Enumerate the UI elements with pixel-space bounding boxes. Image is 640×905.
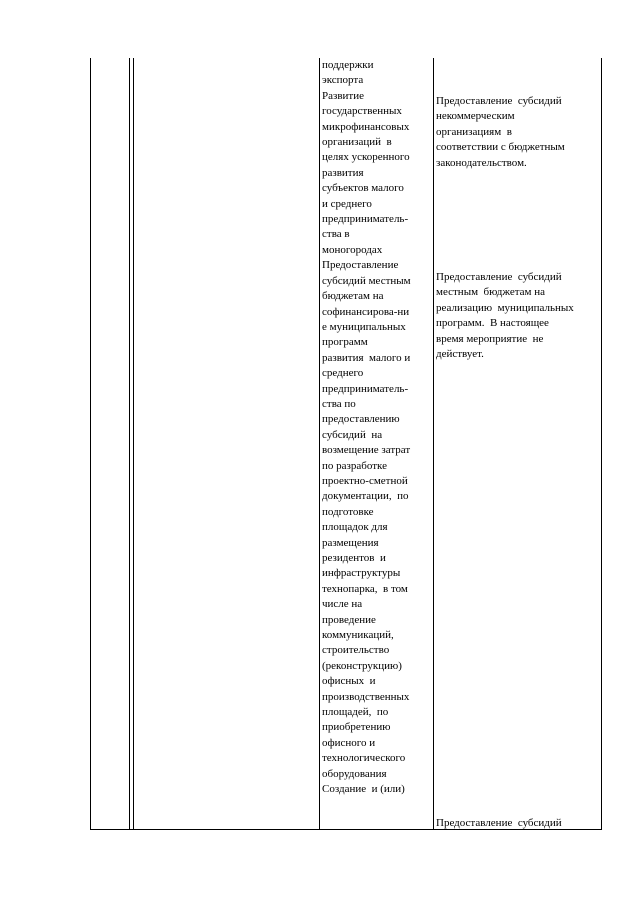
measure-text-line: поддержки xyxy=(322,59,374,71)
measure-text-line: софинансирова-ни xyxy=(322,305,410,318)
description-text-line: организациям в xyxy=(436,125,512,138)
measure-text-line: развития xyxy=(322,166,364,179)
column-divider-3 xyxy=(319,58,320,830)
measure-text-line: экспорта xyxy=(322,74,364,87)
measures-column xyxy=(322,58,411,798)
measure-text-line: предприниматель- xyxy=(322,213,409,226)
description-text-line: местным бюджетам на xyxy=(436,286,546,299)
description-text-line: время мероприятие не xyxy=(436,332,544,345)
measure-text-line: инфраструктуры xyxy=(322,567,401,580)
column-divider-4 xyxy=(433,58,434,830)
measure-text-line: документации, по xyxy=(322,490,409,503)
measure-text-line: по разработке xyxy=(322,459,387,472)
measure-text-line: организаций в xyxy=(322,136,392,149)
measure-text-line: среднего xyxy=(322,367,364,380)
description-text-line: действует. xyxy=(436,348,484,361)
measure-text-line: бюджетам на xyxy=(322,290,384,303)
measure-text-line: резидентов и xyxy=(322,552,386,564)
description-text-line: законодательством. xyxy=(436,156,527,169)
measure-text-line: и среднего xyxy=(322,197,372,210)
measure-text-line: офисных и xyxy=(322,675,376,688)
measure-text-line: моногородах xyxy=(322,243,383,256)
description-text-line: некоммерческим xyxy=(436,110,515,123)
measure-text-line: подготовке xyxy=(322,505,374,518)
measure-text-line: (реконструкцию) xyxy=(322,659,402,672)
measure-text-line: Развитие xyxy=(322,89,365,102)
measure-text-line: площадей, по xyxy=(322,706,389,719)
measure-text-line: ства в xyxy=(322,228,350,241)
measure-text-line: числе на xyxy=(322,598,363,611)
description-block-3 xyxy=(436,816,562,831)
measure-text-line: коммуникаций, xyxy=(322,629,394,642)
measure-text-line: офисного и xyxy=(322,736,376,749)
measure-text-line: е муниципальных xyxy=(322,320,406,333)
measure-text-line: технологического xyxy=(322,752,406,765)
description-text-line: соответствии с бюджетным xyxy=(436,141,565,154)
description-text-line: Предоставление субсидий xyxy=(436,95,562,107)
measure-text-line: технопарка, в том xyxy=(322,582,408,595)
measure-text-line: программ xyxy=(322,336,368,349)
measure-text-line: ства по xyxy=(322,397,356,410)
measure-text-line: субсидий на xyxy=(322,428,383,441)
measure-text-line: целях ускоренного xyxy=(322,151,410,164)
measure-text-line: строительство xyxy=(322,644,390,657)
measure-text-line: субсидий местным xyxy=(322,274,411,287)
description-block-1 xyxy=(436,94,565,171)
measure-text-line: субъектов малого xyxy=(322,182,404,195)
measure-text-line: возмещение затрат xyxy=(322,444,411,457)
measure-text-line: проектно-сметной xyxy=(322,474,408,487)
table-border-left xyxy=(90,58,91,830)
table-border-right xyxy=(601,58,602,830)
measure-text-line: Создание и (или) xyxy=(322,783,405,796)
measure-text-line: предоставлению xyxy=(322,413,400,426)
measure-text-line: производственных xyxy=(322,690,410,703)
measure-text-line: площадок для xyxy=(322,521,388,534)
measure-text-line: размещения xyxy=(322,536,379,549)
measure-text-line: предприниматель- xyxy=(322,382,409,395)
measure-text-line: проведение xyxy=(322,613,376,626)
measure-text-line: государственных xyxy=(322,105,402,118)
description-block-2 xyxy=(436,270,574,362)
description-text-line: Предоставление субсидий xyxy=(436,271,562,283)
column-divider-1 xyxy=(129,58,130,830)
column-divider-2 xyxy=(133,58,134,830)
measure-text-line: Предоставление xyxy=(322,259,399,272)
measure-text-line: развития малого и xyxy=(322,351,411,364)
measure-text-line: оборудования xyxy=(322,767,387,780)
description-text-line: реализацию муниципальных xyxy=(436,301,574,314)
measure-text-line: приобретению xyxy=(322,721,391,734)
measure-text-line: микрофинансовых xyxy=(322,120,410,133)
description-text-line: программ. В настоящее xyxy=(436,317,549,330)
description-text-line: Предоставление субсидий xyxy=(436,817,562,829)
